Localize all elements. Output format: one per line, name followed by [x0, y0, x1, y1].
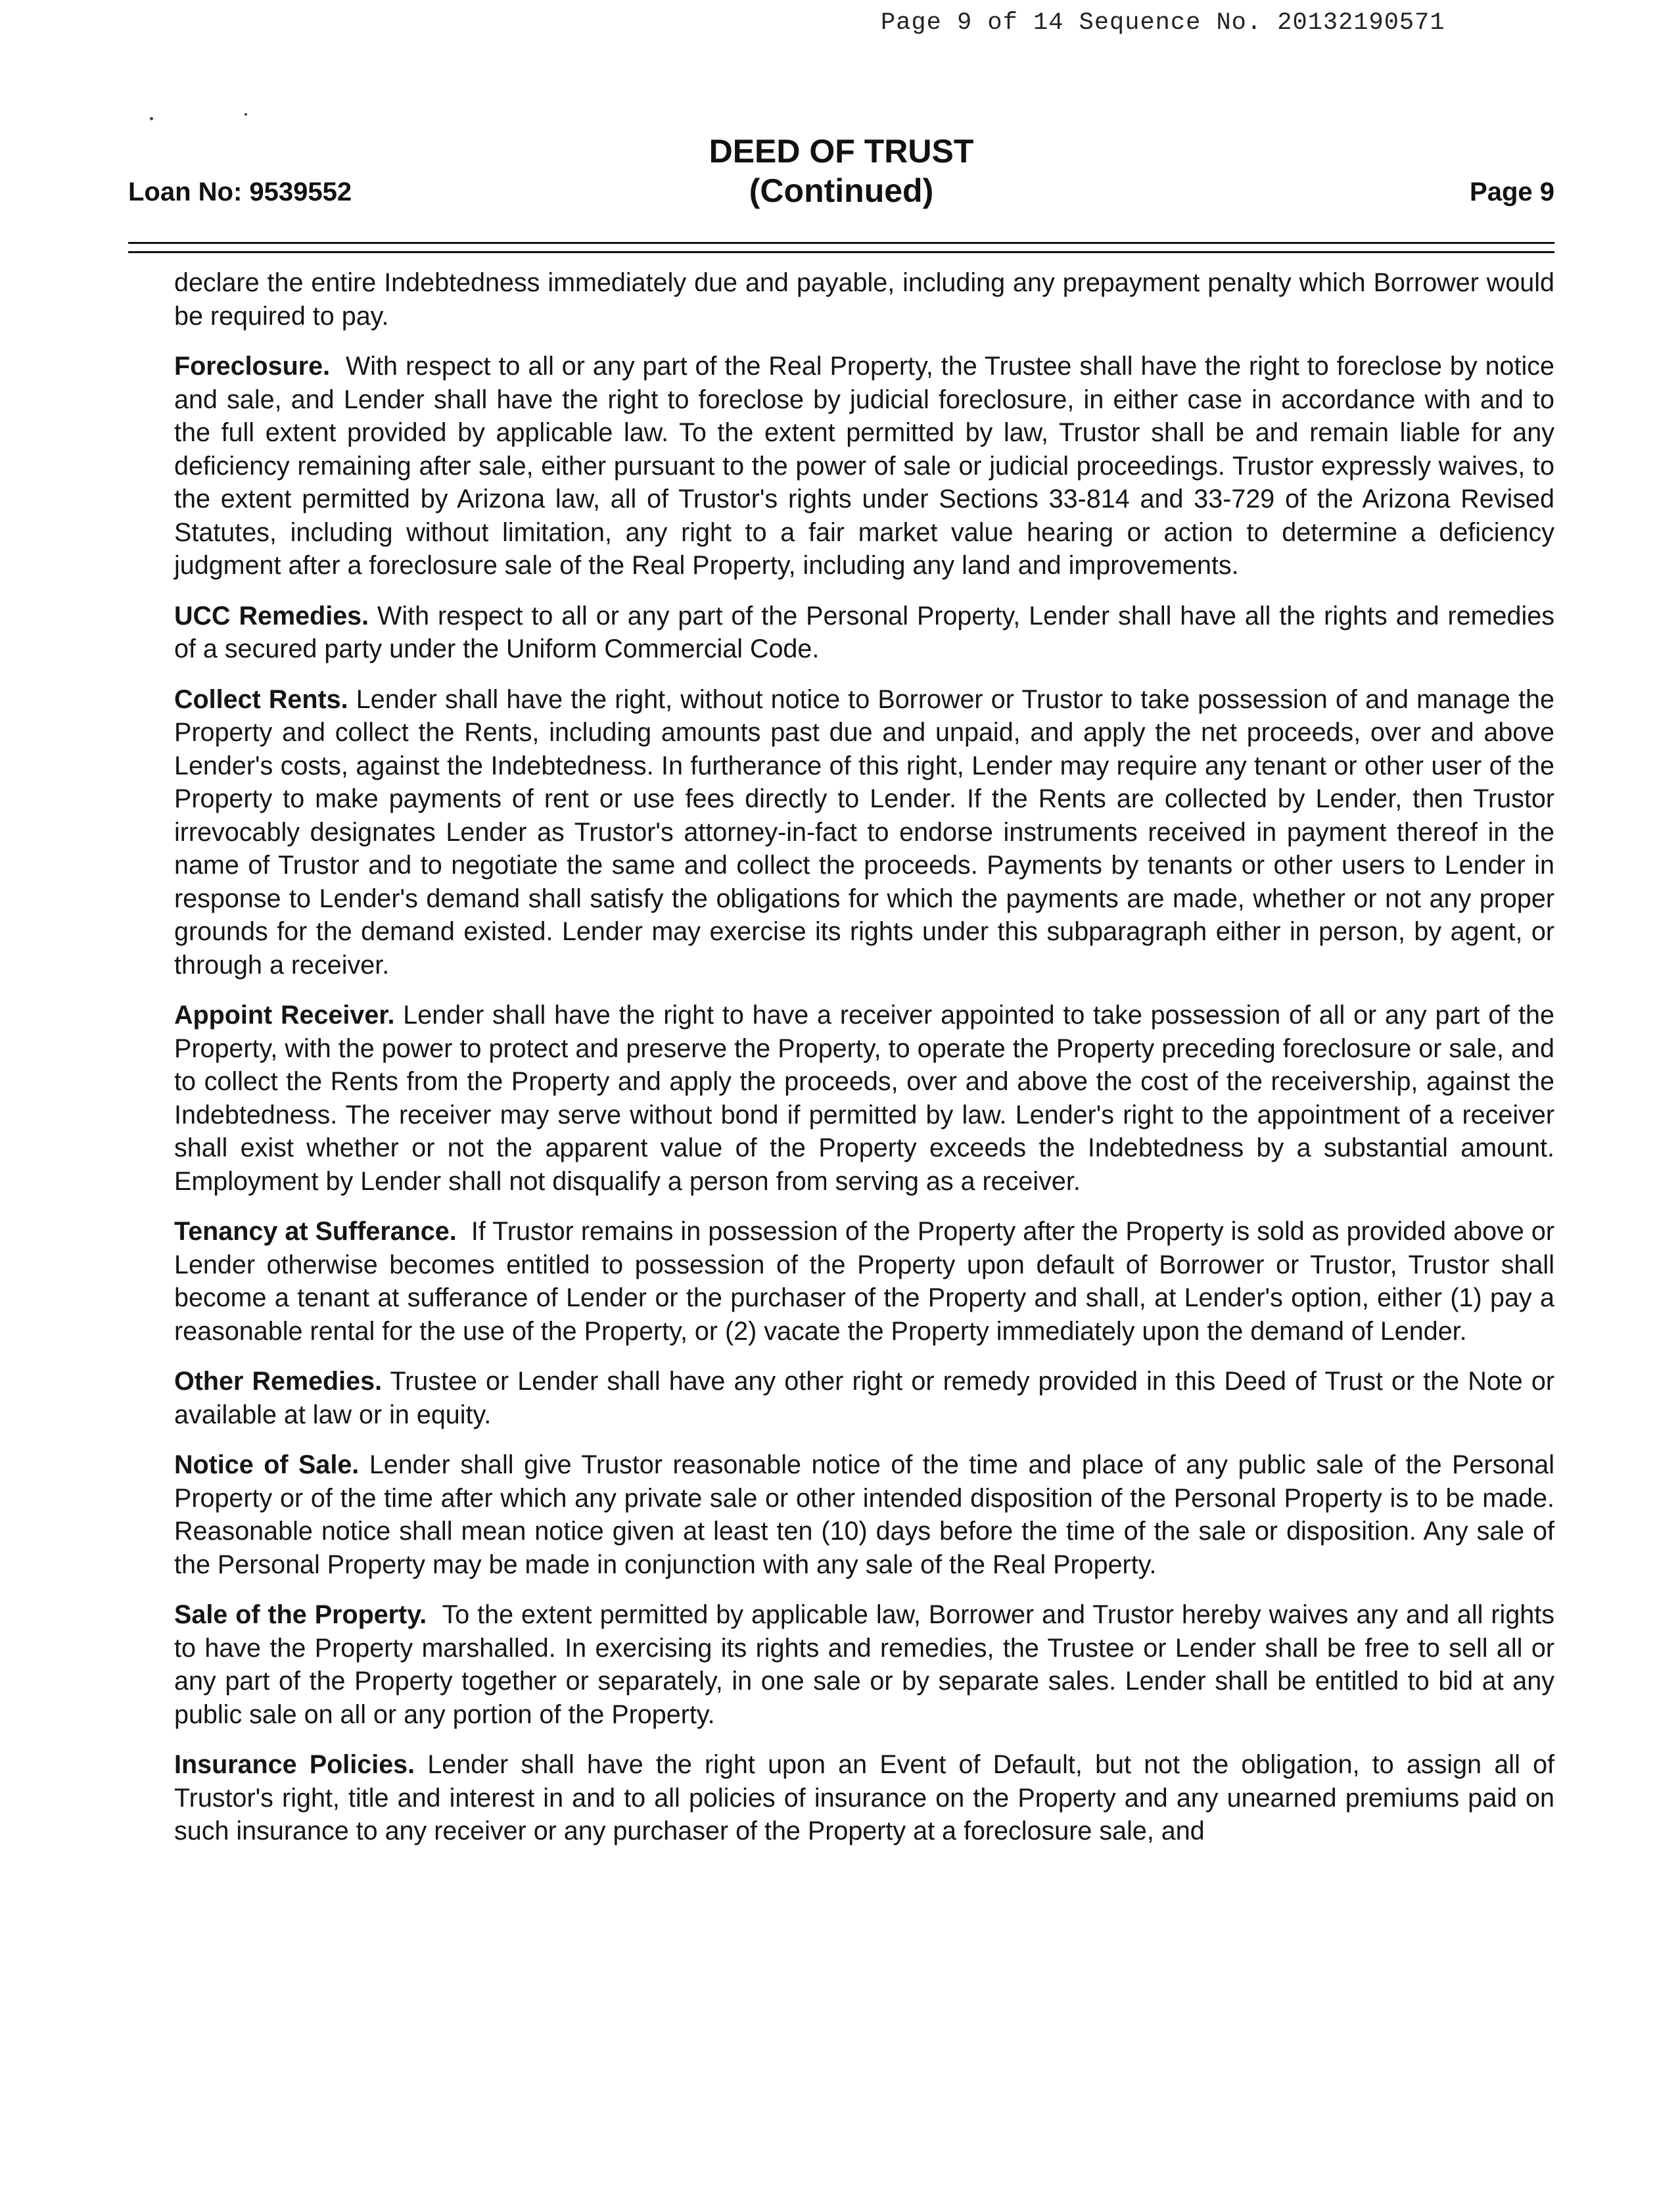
- paragraph-tenancy-at-sufferance: [174, 1215, 1554, 1348]
- paragraph-notice-of-sale: [174, 1448, 1554, 1581]
- paragraph-heading: Notice of Sale.: [174, 1450, 360, 1479]
- title-block: [128, 131, 1554, 210]
- paragraph-heading: Foreclosure.: [174, 352, 331, 381]
- paragraph-text: Lender shall have the right, without notice to Borrower or Trustor to take possession of and manage the Property and collect the Rents, including amounts past due and unpaid, and apply the net proceeds, over and above Lender's costs, against the Indebtedness. In furtherance of this right, Lender may require any tenant or other user of the Property to make payments of rent or use fees directly to Lender. If the Rents are collected by Lender, then Trustor irrevocably designates Lender as Trustor's attorney-in-fact to endorse instruments received in payment thereof in the name of Trustor and to negotiate the same and collect the proceeds. Payments by tenants or other users to Lender in response to Lender's demand shall satisfy the obligations for which the payments are made, whether or not any proper grounds for the demand existed. Lender may exercise its rights under this subparagraph either in person, by agent, or through a receiver.: [174, 684, 1554, 980]
- paragraph-foreclosure: [174, 350, 1554, 582]
- paragraph-text: With respect to all or any part of the Personal Property, Lender shall have all the rights and remedies of a secured party under the Uniform Commercial Code.: [174, 601, 1554, 663]
- paragraph-text: declare the entire Indebtedness immediately due and payable, including any prepayment penalty which Borrower would be required to pay.: [174, 268, 1554, 331]
- paragraph-text: Trustee or Lender shall have any other right or remedy provided in this Deed of Trust or the Note or available at law or in equity.: [174, 1367, 1554, 1429]
- paragraph-text: If Trustor remains in possession of the Property after the Property is sold as provided above or Lender otherwise becomes entitled to possession of the Property upon default of Borrower or Trustor, Trustor shall become a tenant at sufferance of Lender or the purchaser of the Property and shall, at Lender's option, either (1) pay a reasonable rental for the use of the Property, or (2) vacate the Property immediately upon the demand of Lender.: [174, 1217, 1554, 1346]
- paragraph-heading: Sale of the Property.: [174, 1600, 427, 1629]
- document-body: [174, 266, 1554, 1865]
- scan-speck: [150, 117, 153, 120]
- paragraph-collect-rents: [174, 683, 1554, 982]
- paragraph-ucc-remedies: [174, 600, 1554, 666]
- paragraph-text: Lender shall have the right upon an Event of Default, but not the obligation, to assign all of Trustor's right, title and interest in and to all policies of insurance on the Property and any unearned premiums paid on such insurance to any receiver or any purchaser of the Property at a foreclosure sale, and: [174, 1750, 1555, 1845]
- paragraph-heading: UCC Remedies.: [174, 601, 369, 630]
- paragraph-heading: Tenancy at Sufferance.: [174, 1217, 457, 1246]
- paragraph-heading: Collect Rents.: [174, 684, 348, 714]
- paragraph-insurance-policies: [174, 1748, 1554, 1848]
- header-divider: [128, 251, 1554, 253]
- loan-number: Loan No: 9539552: [128, 178, 352, 206]
- fax-header: Page 9 of 14 Sequence No. 20132190571: [881, 9, 1445, 37]
- page-number: Page 9: [1470, 178, 1554, 206]
- paragraph-other-remedies: [174, 1365, 1554, 1431]
- document-title: DEED OF TRUST: [709, 133, 974, 170]
- paragraph-text: To the extent permitted by applicable law, Borrower and Trustor hereby waives any and all rights to have the Property marshalled. In exercising its rights and remedies, the Trustee or Lender shall be free to sell all or any part of the Property together or separately, in one sale or by separate sales. Lender shall be entitled to bid at any public sale on all or any portion of the Property.: [174, 1600, 1554, 1729]
- document-subtitle: (Continued): [749, 172, 934, 209]
- header-divider: [128, 242, 1554, 244]
- paragraph-continuation: [174, 266, 1554, 333]
- paragraph-sale-of-property: [174, 1598, 1554, 1731]
- scan-speck: [245, 113, 247, 116]
- document-header: [128, 131, 1554, 217]
- paragraph-heading: Insurance Policies.: [174, 1750, 415, 1779]
- paragraph-text: Lender shall give Trustor reasonable notice of the time and place of any public sale of the Personal Property or of the time after which any private sale or other intended disposition of the Personal Property is to be made. Reasonable notice shall mean notice given at least ten (10) days before the time of the sale or disposition. Any sale of the Personal Property may be made in conjunction with any sale of the Real Property.: [174, 1450, 1554, 1579]
- paragraph-text: Lender shall have the right to have a receiver appointed to take possession of all or any part of the Property, with the power to protect and preserve the Property, to operate the Property preceding foreclosure or sale, and to collect the Rents from the Property and apply the proceeds, over and above the cost of the receivership, against the Indebtedness. The receiver may serve without bond if permitted by law. Lender's right to the appointment of a receiver shall exist whether or not the apparent value of the Property exceeds the Indebtedness by a substantial amount. Employment by Lender shall not disqualify a person from serving as a receiver.: [174, 1001, 1554, 1196]
- paragraph-heading: Appoint Receiver.: [174, 1001, 395, 1030]
- paragraph-text: With respect to all or any part of the Real Property, the Trustee shall have the right to foreclose by notice and sale, and Lender shall have the right to foreclose by judicial foreclosure, in either case in accordance with and to the full extent provided by applicable law. To the extent permitted by law, Trustor shall be and remain liable for any deficiency remaining after sale, either pursuant to the power of sale or judicial proceedings. Trustor expressly waives, to the extent permitted by Arizona law, all of Trustor's rights under Sections 33-814 and 33-729 of the Arizona Revised Statutes, including without limitation, any right to a fair market value hearing or action to determine a deficiency judgment after a foreclosure sale of the Real Property, including any land and improvements.: [174, 352, 1554, 580]
- paragraph-appoint-receiver: [174, 999, 1554, 1198]
- paragraph-heading: Other Remedies.: [174, 1367, 383, 1396]
